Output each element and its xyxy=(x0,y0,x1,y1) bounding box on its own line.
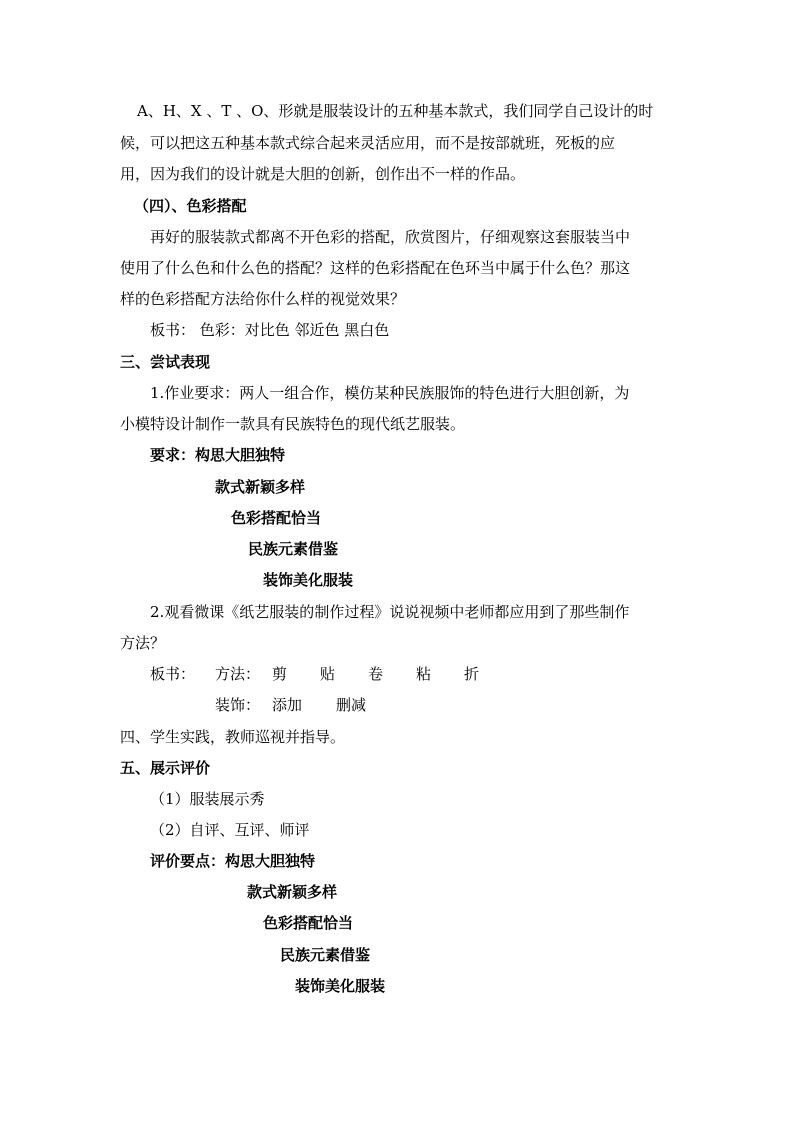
evaluation-criteria-item: 款式新颖多样 xyxy=(247,883,338,901)
blackboard-color-note: 板书： 色彩：对比色 邻近色 黑白色 xyxy=(150,321,390,339)
paragraph-line: 使用了什么色和什么色的搭配？这样的色彩搭配在色环当中属于什么色？那这 xyxy=(120,259,631,277)
section-heading-color-matching: （四）、色彩搭配 xyxy=(134,197,247,215)
decoration-label: 装饰： xyxy=(215,696,261,714)
part-heading-practice: 四、学生实践，教师巡视并指导。 xyxy=(120,728,346,746)
evaluation-step: （2）自评、互评、师评 xyxy=(150,821,310,839)
part-heading-try: 三、尝试表现 xyxy=(120,353,211,371)
paragraph-line: 再好的服装款式都离不开色彩的搭配，欣赏图片，仔细观察这套服装当中 xyxy=(150,228,631,246)
method-item: 粘 xyxy=(416,665,432,683)
decoration-item: 删减 xyxy=(336,696,367,714)
evaluation-step: （1）服装展示秀 xyxy=(150,790,265,808)
evaluation-criteria-label: 评价要点：构思大胆独特 xyxy=(150,852,316,870)
part-heading-evaluation: 五、展示评价 xyxy=(120,759,211,777)
paragraph-line: 方法？ xyxy=(120,634,166,652)
evaluation-criteria-item: 民族元素借鉴 xyxy=(280,946,371,964)
requirement-item: 款式新颖多样 xyxy=(215,478,306,496)
method-item: 卷 xyxy=(368,665,384,683)
decoration-item: 添加 xyxy=(272,696,303,714)
paragraph-line: 用，因为我们的设计就是大胆的创新，创作出不一样的作品。 xyxy=(120,165,526,183)
paragraph-line: A、H、X 、T 、O、形就是服装设计的五种基本款式，我们同学自己设计的时 xyxy=(137,102,654,120)
requirement-item: 色彩搭配恰当 xyxy=(231,509,322,527)
requirement-item: 民族元素借鉴 xyxy=(248,540,339,558)
methods-label: 方法： xyxy=(215,665,261,683)
requirement-item: 装饰美化服装 xyxy=(263,571,354,589)
requirements-label: 要求：构思大胆独特 xyxy=(150,446,286,464)
paragraph-line: 候，可以把这五种基本款式综合起来灵活应用，而不是按部就班，死板的应 xyxy=(120,134,616,152)
paragraph-line: 2.观看微课《纸艺服装的制作过程》说说视频中老师都应用到了那些制作 xyxy=(150,603,630,621)
evaluation-criteria-item: 色彩搭配恰当 xyxy=(263,914,354,932)
blackboard-label: 板书： xyxy=(150,665,196,683)
method-item: 折 xyxy=(464,665,480,683)
method-item: 贴 xyxy=(320,665,336,683)
evaluation-criteria-item: 装饰美化服装 xyxy=(295,977,386,995)
method-item: 剪 xyxy=(272,665,288,683)
paragraph-line: 小模特设计制作一款具有民族特色的现代纸艺服装。 xyxy=(120,415,466,433)
paragraph-line: 样的色彩搭配方法给你什么样的视觉效果？ xyxy=(120,290,406,308)
paragraph-line: 1.作业要求：两人一组合作，模仿某种民族服饰的特色进行大胆创新，为 xyxy=(150,384,630,402)
